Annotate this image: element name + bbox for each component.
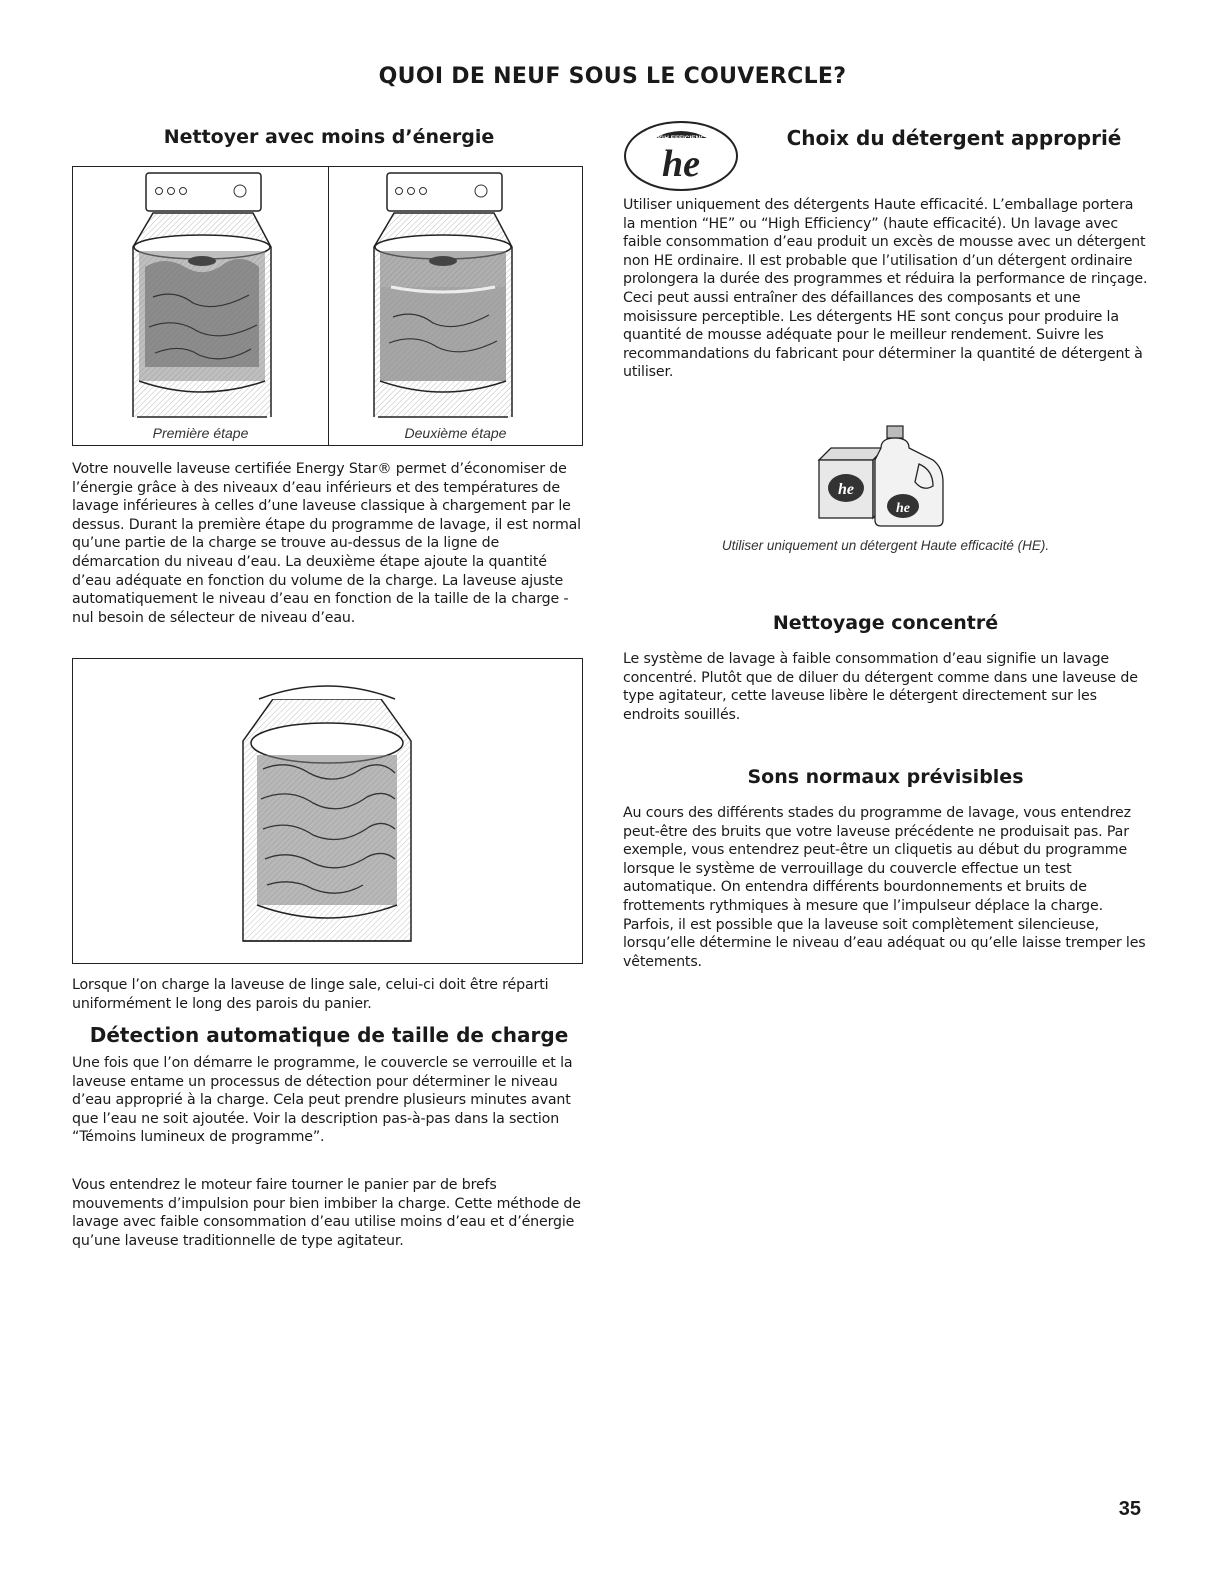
first-step-caption: Première étape xyxy=(152,425,249,441)
detergent-caption: Utiliser uniquement un détergent Haute efficacité (HE). xyxy=(721,538,1050,553)
he-logo-top-text: HIGH EFFICIENCY xyxy=(652,135,710,142)
first-step-panel xyxy=(73,167,329,445)
sounds-paragraph: Au cours des différents stades du programme de lavage, vous entendrez peut-être des bruits que votre laveuse précédente ne produisait pas. Par exemple, vous entendrez peut-être un cliquetis au début du programme lorsque le système de verrouillage du couvercle effectue un test automatique. On entendra différents bourdonnements et bruits de frottements rythmiques à mesure que l’impulseur déplace la charge. Parfois, il est possible que la laveuse soit complètement silencieuse, lorsqu’elle détermine le niveau d’eau adéquat ou qu’elle laisse tremper les vêtements. xyxy=(623,805,1146,970)
he-logo-letters: he xyxy=(662,143,700,185)
energy-paragraph: Votre nouvelle laveuse certifiée Energy Star® permet d’économiser de l’énergie grâce à des niveaux d’eau inférieurs et des températures de lavage inférieures à celles d’une laveuse classique à chargement par le dessus. Durant la première étape du programme de lavage, il est normal qu’une partie de la charge se trouve au-dessus de la ligne de démarcation du niveau d’eau. La deuxième étape ajoute la quantité d’eau adéquate en fonction du volume de la charge. La laveuse ajuste automatiquement le niveau d’eau en fonction de la taille de la charge - nul besoin de sélecteur de niveau d’eau. xyxy=(72,461,581,626)
detergent-packages-icon xyxy=(815,420,955,530)
detergent-illustration xyxy=(815,420,955,530)
box-he-mark: he xyxy=(838,481,854,498)
section-heading-sounds: Sons normaux prévisibles xyxy=(747,766,1024,788)
wash-steps-figure xyxy=(72,166,583,446)
section-heading-detergent: Choix du détergent approprié xyxy=(786,126,1122,150)
loading-paragraph: Lorsque l’on charge la laveuse de linge sale, celui-ci doit être réparti uniformément le long des parois du panier. xyxy=(72,977,549,1012)
load-detection-paragraph-2: Vous entendrez le moteur faire tourner le panier par de brefs mouvements d’impulsion pour bien imbiber la charge. Cette méthode de lavage avec faible consommation d’eau utilise moins d’eau et d’énergie qu’une laveuse traditionnelle de type agitateur. xyxy=(72,1177,581,1249)
section-heading-energy: Nettoyer avec moins d’énergie xyxy=(163,126,495,148)
washer-loading-illustration xyxy=(73,659,581,962)
second-step-caption: Deuxième étape xyxy=(404,425,507,441)
page-number: 35 xyxy=(1118,1498,1141,1520)
washer-second-step-illustration xyxy=(329,167,582,447)
load-detection-paragraph-1: Une fois que l’on démarre le programme, le couvercle se verrouille et la laveuse entame un processus de détection pour déterminer le niveau d’eau approprié à la charge. Cela peut prendre plusieurs minutes avant que l’eau ne soit ajoutée. Voir la description pas-à-pas dans la section “Témoins lumineux de programme”. xyxy=(72,1055,573,1146)
he-logo-icon xyxy=(623,120,741,192)
bottle-he-mark: he xyxy=(896,501,910,516)
detergent-paragraph: Utiliser uniquement des détergents Haute efficacité. L’emballage portera la mention “HE” ou “High Efficiency” (haute efficacité). Un lavage avec faible consommation d’eau produit un excès de mousse avec un détergent non HE ordinaire. Il est probable que l’utilisation d’un détergent ordinaire prolongera la durée des programmes et réduira la performance de rinçage. Ceci peut aussi entraîner des défaillances des composants et une moisissure perceptible. Les détergents HE sont conçus pour produire la quantité de mousse adéquate pour le meilleur rendement. Suivre les recommandations du fabricant pour déterminer la quantité de détergent à utiliser. xyxy=(623,197,1148,381)
washer-first-step-illustration xyxy=(73,167,329,447)
he-logo xyxy=(623,120,741,192)
second-step-panel xyxy=(329,167,582,445)
section-heading-concentrated: Nettoyage concentré xyxy=(772,612,999,634)
loading-figure xyxy=(72,658,583,964)
page-title: QUOI DE NEUF SOUS LE COUVERCLE? xyxy=(378,64,847,89)
concentrated-paragraph: Le système de lavage à faible consommation d’eau signifie un lavage concentré. Plutôt que de diluer du détergent comme dans une laveuse de type agitateur, cette laveuse libère le détergent directement sur les endroits souillés. xyxy=(623,651,1138,723)
section-heading-load-detection: Détection automatique de taille de charge xyxy=(89,1023,569,1047)
